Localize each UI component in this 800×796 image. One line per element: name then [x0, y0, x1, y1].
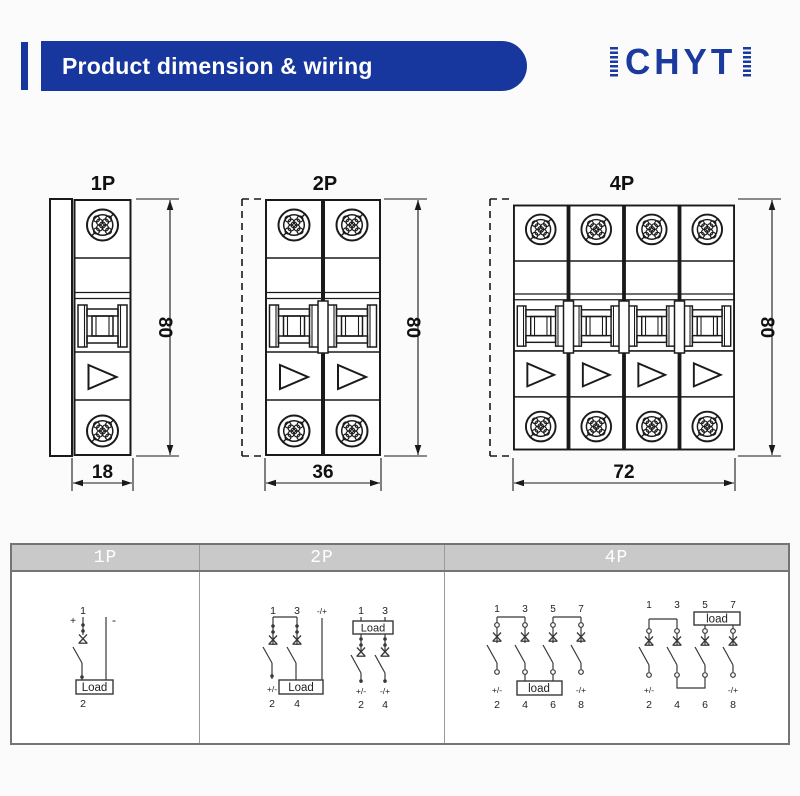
p2-width-label: 36 — [312, 462, 334, 483]
load-label: Load — [81, 682, 107, 694]
logo-stripes-right-icon — [743, 47, 751, 77]
terminal-label: 1 — [358, 605, 364, 617]
wiring-table-header — [12, 545, 788, 572]
polarity-label: +/- — [355, 686, 367, 696]
polarity-label: +/- — [266, 684, 278, 694]
p4-height-label: 80 — [756, 316, 777, 339]
polarity-label: +/- — [491, 684, 503, 695]
p2-ghost-outline — [242, 199, 263, 456]
wiring-diagram-2p-left — [206, 595, 341, 720]
p2-handle-tie — [318, 301, 328, 353]
terminal-label: 4 — [522, 698, 528, 711]
load-label: Load — [288, 682, 314, 694]
polarity-label: -/+ — [379, 686, 391, 696]
wiring-header-4p: 4P — [604, 547, 629, 568]
p4-width-dimension — [513, 458, 735, 491]
terminal-label: 3 — [294, 605, 300, 617]
p1-height-dimension — [136, 199, 179, 456]
polarity-label: -/+ — [727, 684, 739, 695]
terminal-label: 5 — [702, 599, 708, 611]
terminal-label: 7 — [578, 603, 584, 615]
wiring-diagram-2p-right — [341, 595, 426, 720]
accent-bar — [21, 42, 28, 90]
terminal-label: 3 — [674, 599, 680, 611]
wiring-table-body — [12, 572, 788, 743]
wiring-cell-2p — [199, 572, 445, 743]
wiring-cell-4p — [445, 572, 788, 743]
terminal-label: 8 — [578, 698, 584, 711]
terminal-label: 6 — [702, 698, 708, 711]
terminal-label: 1 — [270, 605, 276, 617]
logo-stripes-left-icon — [610, 47, 618, 77]
p4-pole-module — [514, 205, 568, 449]
load-label: load — [706, 613, 728, 625]
p4-handle-tie — [675, 301, 685, 353]
p1-height-label: 80 — [154, 316, 175, 339]
p2-height-label: 80 — [402, 316, 423, 339]
terminal-label: 4 — [382, 699, 388, 711]
p1-width-dimension — [72, 458, 133, 491]
terminal-label: 2 — [79, 698, 86, 710]
terminal-label: 2 — [269, 698, 275, 710]
logo-text: CHYT — [625, 42, 737, 82]
p4-pole-module — [569, 205, 623, 449]
terminal-label: 2 — [494, 698, 500, 711]
p1-dimension-drawing — [50, 173, 179, 491]
terminal-label: 3 — [522, 603, 528, 615]
terminal-label: 2 — [358, 699, 364, 711]
p2-pole-module — [324, 200, 380, 455]
terminal-label: 6 — [550, 698, 556, 711]
terminal-label: 5 — [550, 603, 556, 615]
p4-width-label: 72 — [613, 462, 635, 483]
p4-pole-module — [680, 205, 734, 449]
polarity-label: +/- — [643, 684, 655, 695]
terminal-label: 1 — [646, 599, 652, 611]
terminal-label: 4 — [674, 698, 680, 711]
p1-side-plate — [50, 199, 72, 456]
p1-width-label: 18 — [91, 462, 114, 483]
load-label: load — [528, 682, 550, 695]
p2-width-dimension — [265, 458, 381, 491]
wiring-diagram-4p-right — [630, 593, 785, 723]
wiring-diagram-1p — [26, 595, 186, 720]
page-title: Product dimension & wiring — [62, 52, 373, 79]
terminal-label: 3 — [382, 605, 388, 617]
terminal-label: 7 — [730, 599, 736, 611]
dimension-drawings — [0, 150, 800, 520]
terminal-label: 4 — [294, 698, 300, 710]
wiring-header-2p: 2P — [199, 545, 445, 570]
p4-handle-tie — [619, 301, 629, 353]
p4-title: 4P — [609, 173, 635, 195]
polarity-label: -/+ — [575, 684, 587, 695]
terminal-label: 1 — [79, 605, 86, 617]
wiring-table — [10, 543, 790, 745]
load-label: Load — [360, 622, 386, 635]
p4-ghost-outline — [490, 199, 511, 456]
p1-title: 1P — [90, 173, 116, 195]
p4-pole-module — [625, 205, 679, 449]
p2-title: 2P — [312, 173, 338, 195]
section-banner — [41, 41, 527, 91]
polarity-label: + — [69, 616, 76, 627]
terminal-label: 2 — [646, 698, 652, 711]
p4-height-dimension — [738, 199, 781, 456]
p2-dimension-drawing — [242, 173, 427, 491]
terminal-label: 8 — [730, 698, 736, 711]
p1-pole-module — [75, 200, 131, 455]
brand-logo — [610, 42, 751, 82]
polarity-label: -/+ — [316, 606, 328, 616]
wiring-diagram-4p-left — [469, 593, 624, 723]
wiring-cell-1p — [12, 572, 199, 743]
terminal-label: 1 — [494, 603, 500, 615]
polarity-label: - — [111, 613, 116, 627]
p2-height-dimension — [384, 199, 427, 456]
wiring-header-1p: 1P — [93, 547, 118, 568]
p4-dimension-drawing — [490, 173, 781, 491]
p4-handle-tie — [564, 301, 574, 353]
p2-pole-module — [266, 200, 322, 455]
